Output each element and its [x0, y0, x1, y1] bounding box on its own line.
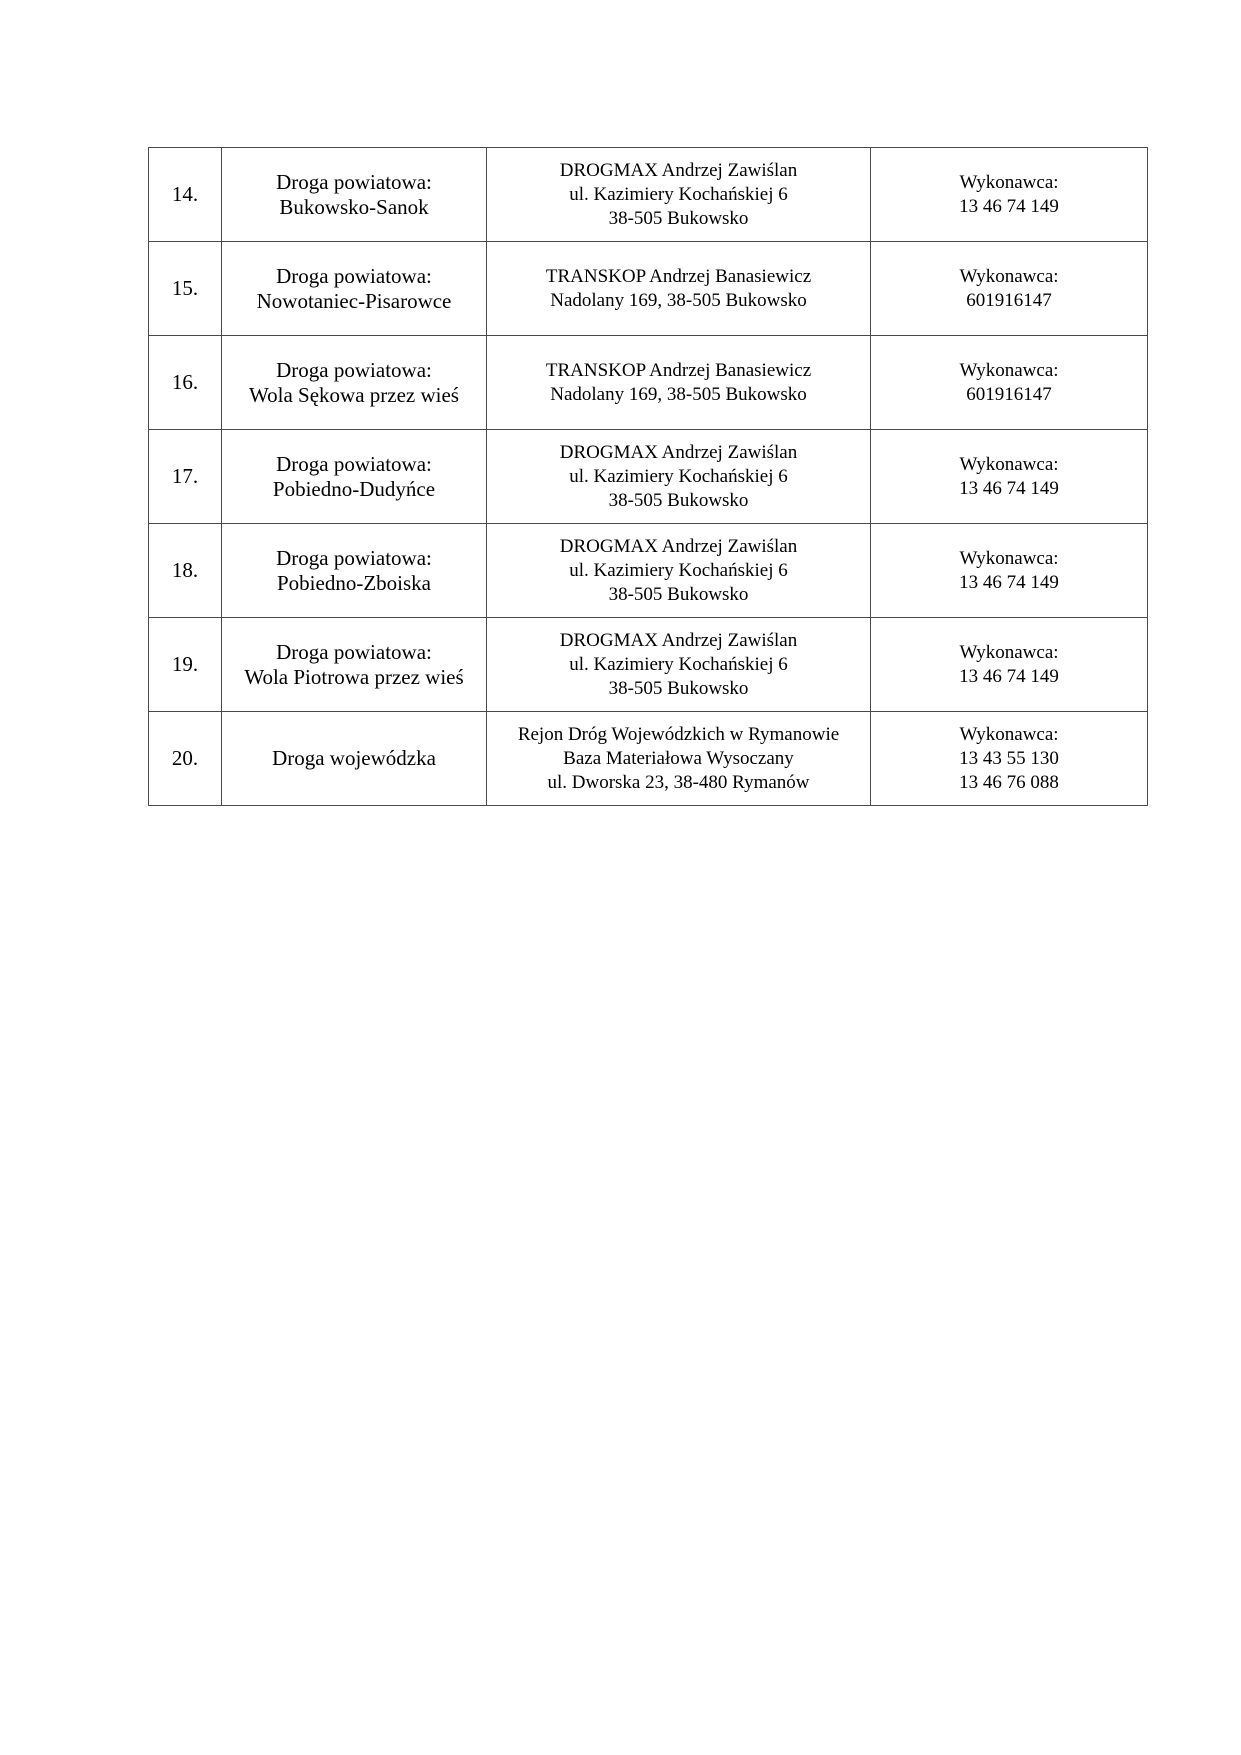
- administrator-line: Nadolany 169, 38-505 Bukowsko: [550, 289, 807, 311]
- administrator-cell: [487, 430, 871, 524]
- administrator-line: 38-505 Bukowsko: [608, 583, 749, 605]
- phone-number: 13 46 74 149: [959, 477, 1059, 499]
- administrator-line: DROGMAX Andrzej Zawiślan: [559, 629, 798, 651]
- road-name-cell: [222, 430, 487, 524]
- road-name-line: Bukowsko-Sanok: [279, 194, 429, 219]
- road-name-line: Wola Piotrowa przez wieś: [244, 664, 464, 689]
- phone-number: 601916147: [966, 383, 1052, 405]
- road-name-line: Droga powiatowa:: [276, 451, 432, 476]
- road-name-line: Nowotaniec-Pisarowce: [256, 288, 452, 313]
- row-number: 19.: [149, 618, 222, 712]
- phone-number: 13 46 74 149: [959, 571, 1059, 593]
- row-number: 18.: [149, 524, 222, 618]
- contact-label: Wykonawca:: [959, 723, 1059, 745]
- administrator-cell: [487, 336, 871, 430]
- phone-number: 13 46 76 088: [959, 771, 1059, 793]
- contact-label: Wykonawca:: [959, 453, 1059, 475]
- administrator-line: 38-505 Bukowsko: [608, 207, 749, 229]
- administrator-line: Nadolany 169, 38-505 Bukowsko: [550, 383, 807, 405]
- administrator-cell: [487, 242, 871, 336]
- contact-cell: [871, 336, 1148, 430]
- contact-cell: [871, 242, 1148, 336]
- administrator-line: ul. Dworska 23, 38-480 Rymanów: [547, 771, 810, 793]
- contact-label: Wykonawca:: [959, 359, 1059, 381]
- row-number: 15.: [149, 242, 222, 336]
- road-name-line: Droga powiatowa:: [276, 169, 432, 194]
- contact-cell: [871, 618, 1148, 712]
- road-name-line: Droga powiatowa:: [276, 639, 432, 664]
- road-name-cell: [222, 336, 487, 430]
- row-number: 17.: [149, 430, 222, 524]
- contact-cell: [871, 148, 1148, 242]
- road-name-line: Wola Sękowa przez wieś: [249, 382, 459, 407]
- table-body: [149, 148, 1148, 806]
- road-name-line: Droga powiatowa:: [276, 357, 432, 382]
- road-name-cell: [222, 148, 487, 242]
- administrator-line: Baza Materiałowa Wysoczany: [563, 747, 794, 769]
- road-name-cell: [222, 524, 487, 618]
- phone-number: 13 46 74 149: [959, 665, 1059, 687]
- row-number: 20.: [149, 712, 222, 806]
- table-row: [149, 712, 1148, 806]
- road-name-line: Pobiedno-Dudyńce: [272, 476, 436, 501]
- administrator-line: DROGMAX Andrzej Zawiślan: [559, 159, 798, 181]
- contact-label: Wykonawca:: [959, 547, 1059, 569]
- road-name-line: Droga powiatowa:: [276, 545, 432, 570]
- road-name-cell: [222, 242, 487, 336]
- road-contacts-table: [148, 147, 1148, 806]
- table-row: [149, 524, 1148, 618]
- administrator-line: TRANSKOP Andrzej Banasiewicz: [545, 265, 812, 287]
- table-row: [149, 148, 1148, 242]
- administrator-line: TRANSKOP Andrzej Banasiewicz: [545, 359, 812, 381]
- phone-number: 13 43 55 130: [959, 747, 1059, 769]
- phone-number: 13 46 74 149: [959, 195, 1059, 217]
- administrator-line: ul. Kazimiery Kochańskiej 6: [569, 653, 788, 675]
- road-name-line: Pobiedno-Zboiska: [277, 570, 431, 595]
- contact-cell: [871, 712, 1148, 806]
- administrator-line: 38-505 Bukowsko: [608, 677, 749, 699]
- administrator-line: ul. Kazimiery Kochańskiej 6: [569, 559, 788, 581]
- contact-cell: [871, 524, 1148, 618]
- contact-label: Wykonawca:: [959, 265, 1059, 287]
- administrator-line: Rejon Dróg Wojewódzkich w Rymanowie: [517, 723, 840, 745]
- contact-cell: [871, 430, 1148, 524]
- table-row: [149, 242, 1148, 336]
- table-row: [149, 618, 1148, 712]
- road-name-cell: [222, 618, 487, 712]
- administrator-line: DROGMAX Andrzej Zawiślan: [559, 535, 798, 557]
- road-name-cell: [222, 712, 487, 806]
- administrator-line: 38-505 Bukowsko: [608, 489, 749, 511]
- contact-label: Wykonawca:: [959, 171, 1059, 193]
- phone-number: 601916147: [966, 289, 1052, 311]
- row-number: 14.: [149, 148, 222, 242]
- road-name-line: Droga wojewódzka: [272, 746, 436, 770]
- administrator-line: DROGMAX Andrzej Zawiślan: [559, 441, 798, 463]
- administrator-cell: [487, 148, 871, 242]
- road-name-line: Droga powiatowa:: [276, 263, 432, 288]
- administrator-line: ul. Kazimiery Kochańskiej 6: [569, 465, 788, 487]
- administrator-cell: [487, 524, 871, 618]
- administrator-line: ul. Kazimiery Kochańskiej 6: [569, 183, 788, 205]
- administrator-cell: [487, 712, 871, 806]
- table-row: [149, 336, 1148, 430]
- row-number: 16.: [149, 336, 222, 430]
- administrator-cell: [487, 618, 871, 712]
- table-row: [149, 430, 1148, 524]
- contact-label: Wykonawca:: [959, 641, 1059, 663]
